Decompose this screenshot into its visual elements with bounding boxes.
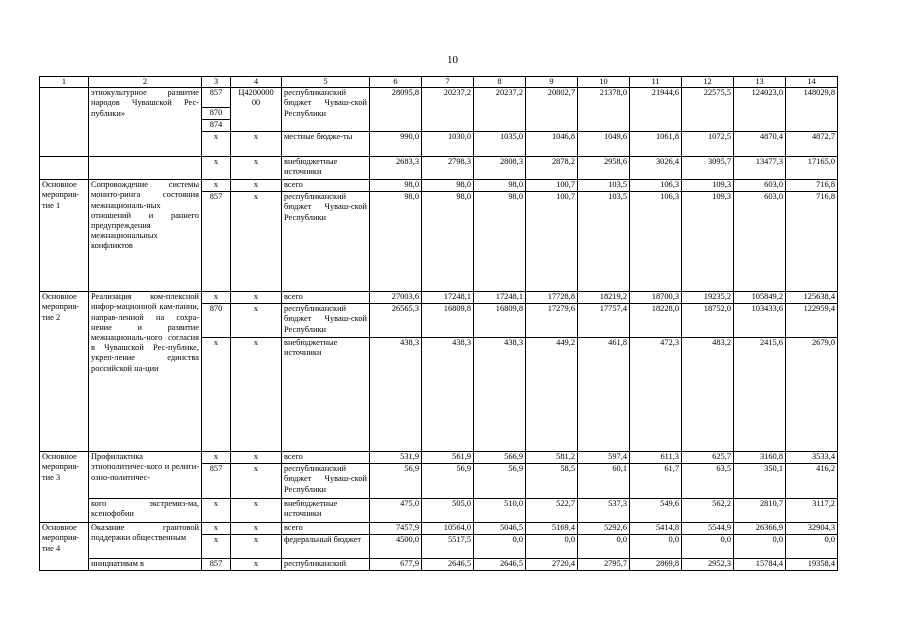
event-name: Основное мероприя-тие 1 [40, 180, 89, 292]
value-cell: 438,3 [370, 338, 422, 452]
value-cell: 566,9 [474, 452, 526, 464]
value-cell: 18228,0 [630, 304, 682, 338]
target-code: x [231, 464, 282, 499]
value-cell: 7457,9 [370, 523, 422, 535]
value-cell: 98,0 [370, 192, 422, 292]
value-cell: 18752,0 [682, 304, 734, 338]
value-cell: 4870,4 [734, 132, 786, 157]
value-cell: 18700,3 [630, 292, 682, 304]
value-cell: 109,3 [682, 180, 734, 192]
value-cell: 56,9 [474, 464, 526, 499]
budget-code: 857 [202, 464, 231, 499]
value-cell: 2952,3 [682, 559, 734, 571]
value-cell: 483,2 [682, 338, 734, 452]
header-cell: 10 [578, 77, 630, 88]
value-cell: 0,0 [682, 535, 734, 559]
value-cell: 124023,0 [734, 88, 786, 132]
value-cell: 0,0 [474, 535, 526, 559]
value-cell: 716,8 [786, 180, 838, 192]
value-cell: 0,0 [578, 535, 630, 559]
value-cell: 2958,6 [578, 157, 630, 180]
target-code: x [231, 157, 282, 180]
value-cell: 105849,2 [734, 292, 786, 304]
value-cell: 61,7 [630, 464, 682, 499]
event-description: инициативам в [89, 559, 202, 571]
event-description: Реализация ком-плексной инфор-мационной кам-пании, направ-ленной на сохра-нение и развитие межнациональ-ного согласия в Чувашской Рес-публике, укреп-ление единства российской на-ции [89, 292, 202, 452]
value-cell: 1035,0 [474, 132, 526, 157]
value-cell: 472,3 [630, 338, 682, 452]
target-code: x [231, 559, 282, 571]
value-cell: 26366,9 [734, 523, 786, 535]
value-cell: 505,0 [422, 499, 474, 523]
funding-source: всего [282, 523, 370, 535]
value-cell: 350,1 [734, 464, 786, 499]
header-cell: 5 [282, 77, 370, 88]
funding-source: республиканский бюджет Чуваш-ской Республики [282, 88, 370, 132]
event-name-cell [40, 157, 89, 180]
value-cell: 103433,6 [734, 304, 786, 338]
budget-table [39, 76, 838, 571]
value-cell: 5517,5 [422, 535, 474, 559]
header-cell: 6 [370, 77, 422, 88]
value-cell: 2869,8 [630, 559, 682, 571]
value-cell: 98,0 [474, 192, 526, 292]
value-cell: 103,5 [578, 192, 630, 292]
value-cell: 1030,0 [422, 132, 474, 157]
funding-source: республиканский бюджет Чуваш-ской Республики [282, 192, 370, 292]
value-cell: 63,5 [682, 464, 734, 499]
target-code: x [231, 304, 282, 338]
header-row [40, 77, 838, 88]
value-cell: 2720,4 [526, 559, 578, 571]
value-cell: 58,5 [526, 464, 578, 499]
value-cell: 109,3 [682, 192, 734, 292]
header-cell: 11 [630, 77, 682, 88]
value-cell: 2679,0 [786, 338, 838, 452]
table-row [40, 157, 838, 180]
value-cell: 148029,8 [786, 88, 838, 132]
event-description: этнокультурное развитие народов Чувашской Рес-публики» [89, 88, 202, 157]
budget-code: x [202, 523, 231, 535]
value-cell: 1049,6 [578, 132, 630, 157]
value-cell: 625,7 [682, 452, 734, 464]
value-cell: 549,6 [630, 499, 682, 523]
value-cell: 2415,6 [734, 338, 786, 452]
value-cell: 17757,4 [578, 304, 630, 338]
table-row [40, 499, 838, 523]
event-description: Сопровождение системы монито-ринга состояния межнациональ-ных отношений и раннего предупреждения межнациональных конфликтов [89, 180, 202, 292]
target-code: x [231, 452, 282, 464]
budget-code: x [202, 452, 231, 464]
value-cell: 125638,4 [786, 292, 838, 304]
value-cell: 581,2 [526, 452, 578, 464]
event-name: Основное мероприя-тие 4 [40, 523, 89, 571]
header-cell: 14 [786, 77, 838, 88]
header-cell: 1 [40, 77, 89, 88]
value-cell: 21378,0 [578, 88, 630, 132]
value-cell: 2878,2 [526, 157, 578, 180]
value-cell: 56,9 [422, 464, 474, 499]
value-cell: 1061,8 [630, 132, 682, 157]
value-cell: 531,9 [370, 452, 422, 464]
page-number: 10 [447, 54, 458, 66]
value-cell: 522,7 [526, 499, 578, 523]
funding-source: всего [282, 180, 370, 192]
value-cell: 0,0 [786, 535, 838, 559]
event-name: Основное мероприя-тие 3 [40, 452, 89, 523]
funding-source: федеральный бюджет [282, 535, 370, 559]
value-cell: 98,0 [370, 180, 422, 192]
funding-source: всего [282, 452, 370, 464]
value-cell: 98,0 [474, 180, 526, 192]
event-description: Профилактика этнополитичес-кого и религи-озно-политичес- [89, 452, 202, 499]
value-cell: 103,5 [578, 180, 630, 192]
value-cell: 106,3 [630, 180, 682, 192]
value-cell: 3026,4 [630, 157, 682, 180]
budget-code: x [202, 499, 231, 523]
value-cell: 18219,2 [578, 292, 630, 304]
funding-source: внебюджетные источники [282, 338, 370, 452]
value-cell: 2683,3 [370, 157, 422, 180]
value-cell: 611,3 [630, 452, 682, 464]
value-cell: 10564,0 [422, 523, 474, 535]
value-cell: 461,8 [578, 338, 630, 452]
value-cell: 4872,7 [786, 132, 838, 157]
header-cell: 7 [422, 77, 474, 88]
value-cell: 1046,8 [526, 132, 578, 157]
value-cell: 17248,1 [474, 292, 526, 304]
budget-code: x [202, 157, 231, 180]
value-cell: 22575,5 [682, 88, 734, 132]
table-row [40, 180, 838, 192]
value-cell: 56,9 [370, 464, 422, 499]
header-cell: 13 [734, 77, 786, 88]
value-cell: 28095,8 [370, 88, 422, 132]
value-cell: 990,0 [370, 132, 422, 157]
value-cell: 5544,9 [682, 523, 734, 535]
table-row [40, 452, 838, 464]
value-cell: 3533,4 [786, 452, 838, 464]
value-cell: 4500,0 [370, 535, 422, 559]
value-cell: 2798,3 [422, 157, 474, 180]
value-cell: 20802,7 [526, 88, 578, 132]
target-code: x [231, 292, 282, 304]
budget-code: 870 [202, 108, 231, 120]
table-row [40, 559, 838, 571]
value-cell: 100,7 [526, 192, 578, 292]
value-cell: 1072,5 [682, 132, 734, 157]
value-cell: 122959,4 [786, 304, 838, 338]
value-cell: 2808,3 [474, 157, 526, 180]
event-description: Оказание грантовой поддержки общественным [89, 523, 202, 559]
event-description: кого экстремиз-ма, ксенофобии [89, 499, 202, 523]
value-cell: 27003,6 [370, 292, 422, 304]
value-cell: 438,3 [474, 338, 526, 452]
target-code: x [231, 338, 282, 452]
target-code: Ц4200000 00 [231, 88, 282, 132]
value-cell: 510,0 [474, 499, 526, 523]
funding-source: местные бюдже-ты [282, 132, 370, 157]
value-cell: 537,3 [578, 499, 630, 523]
budget-code: 870 [202, 304, 231, 338]
header-cell: 2 [89, 77, 202, 88]
event-description [89, 157, 202, 180]
value-cell: 17248,1 [422, 292, 474, 304]
budget-code: 874 [202, 120, 231, 132]
header-cell: 3 [202, 77, 231, 88]
target-code: x [231, 523, 282, 535]
funding-source: республиканский [282, 559, 370, 571]
value-cell: 100,7 [526, 180, 578, 192]
value-cell: 562,2 [682, 499, 734, 523]
value-cell: 716,8 [786, 192, 838, 292]
value-cell: 603,0 [734, 192, 786, 292]
target-code: x [231, 535, 282, 559]
value-cell: 19358,4 [786, 559, 838, 571]
budget-code: x [202, 535, 231, 559]
value-cell: 2646,5 [474, 559, 526, 571]
target-code: x [231, 180, 282, 192]
value-cell: 17165,0 [786, 157, 838, 180]
target-code: x [231, 132, 282, 157]
value-cell: 15784,4 [734, 559, 786, 571]
value-cell: 32904,3 [786, 523, 838, 535]
value-cell: 5169,4 [526, 523, 578, 535]
funding-source: всего [282, 292, 370, 304]
target-code: x [231, 192, 282, 292]
header-cell: 8 [474, 77, 526, 88]
value-cell: 17728,8 [526, 292, 578, 304]
value-cell: 438,3 [422, 338, 474, 452]
funding-source: внебюджетные источники [282, 499, 370, 523]
table-row [40, 292, 838, 304]
value-cell: 5414,8 [630, 523, 682, 535]
value-cell: 2646,5 [422, 559, 474, 571]
target-code: x [231, 499, 282, 523]
value-cell: 106,3 [630, 192, 682, 292]
budget-code: x [202, 132, 231, 157]
value-cell: 13477,3 [734, 157, 786, 180]
budget-code: 857 [202, 88, 231, 108]
value-cell: 19235,2 [682, 292, 734, 304]
value-cell: 0,0 [630, 535, 682, 559]
funding-source: республиканский бюджет Чуваш-ской Республики [282, 464, 370, 499]
value-cell: 16809,8 [474, 304, 526, 338]
value-cell: 3160,8 [734, 452, 786, 464]
value-cell: 5046,5 [474, 523, 526, 535]
budget-code: x [202, 292, 231, 304]
value-cell: 20237,2 [422, 88, 474, 132]
value-cell: 561,9 [422, 452, 474, 464]
value-cell: 98,0 [422, 180, 474, 192]
funding-source: республиканский бюджет Чуваш-ской Республики [282, 304, 370, 338]
header-cell: 4 [231, 77, 282, 88]
value-cell: 3095,7 [682, 157, 734, 180]
budget-code: x [202, 338, 231, 452]
value-cell: 2795,7 [578, 559, 630, 571]
event-name-cell [40, 88, 89, 157]
value-cell: 449,2 [526, 338, 578, 452]
budget-code: x [202, 180, 231, 192]
table-row [40, 88, 838, 108]
value-cell: 597,4 [578, 452, 630, 464]
value-cell: 16809,8 [422, 304, 474, 338]
value-cell: 3117,2 [786, 499, 838, 523]
value-cell: 677,9 [370, 559, 422, 571]
funding-source: внебюджетные источники [282, 157, 370, 180]
value-cell: 603,0 [734, 180, 786, 192]
budget-code: 857 [202, 192, 231, 292]
budget-code: 857 [202, 559, 231, 571]
header-cell: 9 [526, 77, 578, 88]
value-cell: 98,0 [422, 192, 474, 292]
value-cell: 475,0 [370, 499, 422, 523]
event-name: Основное мероприя-тие 2 [40, 292, 89, 452]
table-row [40, 523, 838, 535]
value-cell: 5292,6 [578, 523, 630, 535]
value-cell: 60,1 [578, 464, 630, 499]
value-cell: 416,2 [786, 464, 838, 499]
value-cell: 17279,6 [526, 304, 578, 338]
header-cell: 12 [682, 77, 734, 88]
value-cell: 0,0 [734, 535, 786, 559]
value-cell: 26565,3 [370, 304, 422, 338]
value-cell: 2810,7 [734, 499, 786, 523]
value-cell: 20237,2 [474, 88, 526, 132]
value-cell: 21944,6 [630, 88, 682, 132]
value-cell: 0,0 [526, 535, 578, 559]
